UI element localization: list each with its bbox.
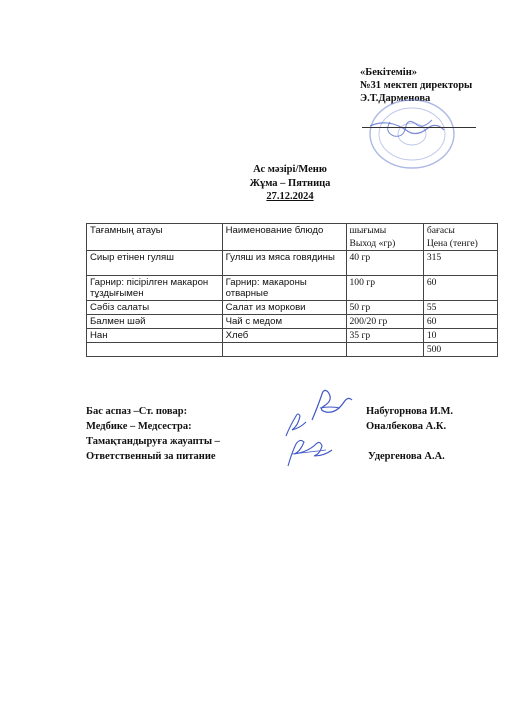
staff-names <box>360 404 453 464</box>
table-row <box>87 251 498 276</box>
header-yield-ru: Выход «гр) <box>349 238 396 249</box>
dish-name-ru: Гарнир: макароны отварные <box>222 276 346 301</box>
table-total-row <box>87 343 498 357</box>
approval-line-1: «Бекітемін» <box>360 67 418 78</box>
dish-name-kz: Сәбіз салаты <box>87 301 223 315</box>
dish-name-ru: Хлеб <box>222 329 346 343</box>
header-price <box>423 224 497 251</box>
dish-yield: 35 гр <box>346 329 423 343</box>
nurse-label: Медбике – Медсестра: <box>86 421 192 432</box>
responsible-name: Удергенова А.А. <box>368 451 445 462</box>
header-price-ru: Цена (тенге) <box>426 238 478 249</box>
director-signature-line <box>362 127 476 128</box>
dish-price: 55 <box>423 301 497 315</box>
table-header-row <box>87 224 498 251</box>
menu-title-block <box>200 163 380 204</box>
staff-labels <box>86 404 220 464</box>
table-row <box>87 301 498 315</box>
total-empty-cell <box>222 343 346 357</box>
responsible-label-kz: Тамақтандыруға жауапты – <box>86 436 220 447</box>
menu-table <box>86 223 498 357</box>
dish-name-kz: Сиыр етінен гуляш <box>87 251 223 276</box>
dish-name-ru: Гуляш из мяса говядины <box>222 251 346 276</box>
menu-weekday: Жұма – Пятница <box>249 177 331 189</box>
approval-line-3: Э.Т.Дарменова <box>360 93 431 104</box>
header-yield-kz: шығымы <box>349 225 387 236</box>
header-price-kz: бағасы <box>426 225 455 236</box>
dish-yield: 100 гр <box>346 276 423 301</box>
dish-price: 60 <box>423 276 497 301</box>
responsible-signature-icon <box>282 436 342 472</box>
table-row <box>87 315 498 329</box>
menu-date: 27.12.2024 <box>266 191 314 202</box>
table-row <box>87 329 498 343</box>
table-row <box>87 276 498 301</box>
total-price: 500 <box>423 343 497 357</box>
dish-name-kz: Гарнир: пісірілген макарон тұздығымен <box>87 276 223 301</box>
names-spacer <box>360 434 453 449</box>
header-name-ru: Наименование блюдо <box>222 224 346 251</box>
total-empty-cell <box>346 343 423 357</box>
header-name-kz: Тағамның атауы <box>87 224 223 251</box>
dish-price: 315 <box>423 251 497 276</box>
header-yield <box>346 224 423 251</box>
cook-label: Бас аспаз –Ст. повар: <box>86 406 188 417</box>
nurse-name: Оналбекова А.К. <box>366 421 447 432</box>
cook-name: Набугорнова И.М. <box>366 406 454 417</box>
dish-yield: 50 гр <box>346 301 423 315</box>
dish-name-ru: Салат из моркови <box>222 301 346 315</box>
dish-yield: 200/20 гр <box>346 315 423 329</box>
dish-name-kz: Балмен шәй <box>87 315 223 329</box>
dish-price: 10 <box>423 329 497 343</box>
school-stamp-icon <box>350 92 470 172</box>
dish-name-ru: Чай с медом <box>222 315 346 329</box>
dish-price: 60 <box>423 315 497 329</box>
dish-yield: 40 гр <box>346 251 423 276</box>
approval-line-2: №31 мектеп директоры <box>360 80 473 91</box>
total-empty-cell <box>87 343 223 357</box>
menu-title: Ас мәзірі/Меню <box>253 164 327 175</box>
dish-name-kz: Нан <box>87 329 223 343</box>
responsible-label-ru: Ответственный за питание <box>86 451 216 462</box>
